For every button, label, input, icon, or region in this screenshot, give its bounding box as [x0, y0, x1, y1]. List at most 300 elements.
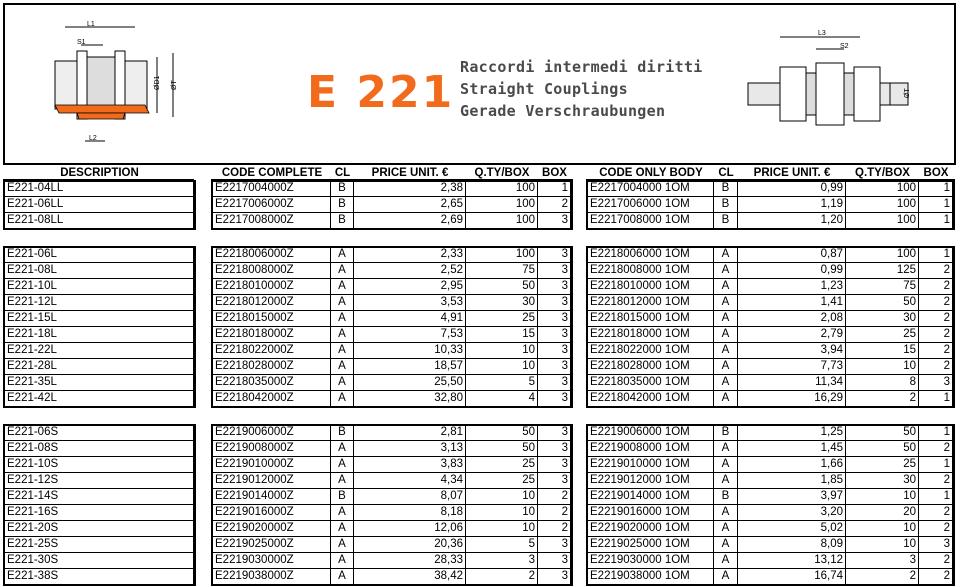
cell-price: 7,53 — [354, 327, 466, 343]
dim-t: ØT — [171, 80, 178, 90]
table-group — [0, 247, 960, 407]
cell-qty: 10 — [466, 505, 538, 521]
cell-cl-body: A — [714, 391, 738, 407]
cell-description: E221-06S — [5, 425, 194, 441]
cell-description: E221-28L — [5, 359, 194, 375]
cell-cl: A — [331, 473, 354, 489]
cell-qty-body: 50 — [846, 441, 919, 457]
title-english: Straight Couplings — [460, 80, 628, 98]
table-group — [0, 425, 960, 585]
cell-qty: 30 — [466, 295, 538, 311]
table-row — [0, 197, 960, 212]
table-group — [0, 181, 960, 229]
cell-price-body: 1,19 — [738, 197, 846, 213]
dim-l3: L3 — [818, 30, 826, 37]
cell-description: E221-10S — [5, 457, 194, 473]
cell-code-body: E2217006000 1OM — [588, 197, 714, 213]
cell-code-body: E2218035000 1OM — [588, 375, 714, 391]
cell-box: 2 — [538, 489, 571, 505]
cell-price-body: 2,08 — [738, 311, 846, 327]
cell-code-complete: E2219010000Z — [213, 457, 331, 473]
cell-qty: 10 — [466, 359, 538, 375]
cell-qty-body: 10 — [846, 489, 919, 505]
cell-code-body: E2218012000 1OM — [588, 295, 714, 311]
title-italian: Raccordi intermedi diritti — [460, 58, 703, 76]
cell-code-complete: E2218010000Z — [213, 279, 331, 295]
cell-box: 3 — [538, 213, 571, 229]
cell-box-body: 2 — [919, 521, 953, 537]
cell-code-complete: E2218035000Z — [213, 375, 331, 391]
cell-cl: B — [331, 489, 354, 505]
cell-description: E221-42L — [5, 391, 194, 407]
cell-code-body: E2218008000 1OM — [588, 263, 714, 279]
cell-cl-body: A — [714, 375, 738, 391]
column-headers — [0, 166, 960, 180]
cell-code-body: E2217004000 1OM — [588, 181, 714, 197]
catalog-header — [3, 3, 956, 165]
col-qty: Q.TY/BOX — [474, 167, 530, 179]
cell-qty: 100 — [466, 181, 538, 197]
cell-qty: 100 — [466, 197, 538, 213]
cell-qty-body: 10 — [846, 537, 919, 553]
cell-price-body: 7,73 — [738, 359, 846, 375]
cell-description: E221-18L — [5, 327, 194, 343]
cell-cl: A — [331, 441, 354, 457]
table-row — [0, 441, 960, 456]
cell-code-body: E2219008000 1OM — [588, 441, 714, 457]
cell-box-body: 3 — [919, 375, 953, 391]
title-german: Gerade Verschraubungen — [460, 102, 666, 120]
cell-price-body: 11,34 — [738, 375, 846, 391]
cell-box: 3 — [538, 311, 571, 327]
cell-price-body: 0,99 — [738, 181, 846, 197]
cell-box: 3 — [538, 391, 571, 407]
cell-description: E221-08L — [5, 263, 194, 279]
cell-qty-body: 100 — [846, 181, 919, 197]
cell-code-body: E2218015000 1OM — [588, 311, 714, 327]
cell-box-body: 2 — [919, 327, 953, 343]
dim-s2: S2 — [840, 43, 849, 50]
table-row — [0, 263, 960, 278]
cell-cl-body: B — [714, 197, 738, 213]
table-row — [0, 343, 960, 358]
cell-description: E221-30S — [5, 553, 194, 569]
cell-qty-body: 100 — [846, 213, 919, 229]
table-row — [0, 473, 960, 488]
cell-cl: A — [331, 537, 354, 553]
cell-price: 2,38 — [354, 181, 466, 197]
cell-price: 4,91 — [354, 311, 466, 327]
cell-box-body: 2 — [919, 505, 953, 521]
cell-code-body: E2219012000 1OM — [588, 473, 714, 489]
cell-price: 25,50 — [354, 375, 466, 391]
table-row — [0, 553, 960, 568]
cell-code-complete: E2219012000Z — [213, 473, 331, 489]
cell-cl: A — [331, 263, 354, 279]
cell-cl-body: A — [714, 295, 738, 311]
cell-code-body: E2219030000 1OM — [588, 553, 714, 569]
cell-box: 3 — [538, 295, 571, 311]
cell-price: 18,57 — [354, 359, 466, 375]
col-price: PRICE UNIT. € — [371, 167, 449, 179]
cell-price: 2,33 — [354, 247, 466, 263]
cell-box-body: 2 — [919, 311, 953, 327]
table-row — [0, 247, 960, 262]
cell-qty: 75 — [466, 263, 538, 279]
cell-price: 3,13 — [354, 441, 466, 457]
cell-price: 2,95 — [354, 279, 466, 295]
cell-box: 3 — [538, 457, 571, 473]
cell-cl: A — [331, 295, 354, 311]
cell-price-body: 16,29 — [738, 391, 846, 407]
cell-code-complete: E2219008000Z — [213, 441, 331, 457]
cell-code-complete: E2218018000Z — [213, 327, 331, 343]
cell-cl: B — [331, 197, 354, 213]
cell-code-complete: E2218006000Z — [213, 247, 331, 263]
cell-description: E221-08LL — [5, 213, 194, 229]
cell-box: 3 — [538, 441, 571, 457]
cell-box: 3 — [538, 279, 571, 295]
cell-price: 3,83 — [354, 457, 466, 473]
cell-cl-body: A — [714, 247, 738, 263]
cell-code-body: E2219016000 1OM — [588, 505, 714, 521]
cell-code-complete: E2218022000Z — [213, 343, 331, 359]
table-row — [0, 311, 960, 326]
cell-cl: B — [331, 181, 354, 197]
table-row — [0, 569, 960, 584]
cell-code-complete: E2219006000Z — [213, 425, 331, 441]
cell-cl-body: A — [714, 473, 738, 489]
cell-box-body: 1 — [919, 457, 953, 473]
table-row — [0, 181, 960, 196]
cell-price: 2,52 — [354, 263, 466, 279]
cell-qty: 25 — [466, 311, 538, 327]
table-row — [0, 279, 960, 294]
cell-cl: A — [331, 311, 354, 327]
cell-code-complete: E2217004000Z — [213, 181, 331, 197]
cell-description: E221-35L — [5, 375, 194, 391]
cell-box: 3 — [538, 553, 571, 569]
cell-price-body: 0,99 — [738, 263, 846, 279]
cell-cl: A — [331, 359, 354, 375]
cell-price: 38,42 — [354, 569, 466, 585]
cell-qty-body: 30 — [846, 473, 919, 489]
cell-qty-body: 10 — [846, 521, 919, 537]
cell-cl-body: A — [714, 311, 738, 327]
cell-box-body: 2 — [919, 295, 953, 311]
cell-code-complete: E2217008000Z — [213, 213, 331, 229]
cell-box-body: 1 — [919, 391, 953, 407]
table-row — [0, 505, 960, 520]
cell-cl: A — [331, 343, 354, 359]
cell-price: 32,80 — [354, 391, 466, 407]
cell-qty: 10 — [466, 521, 538, 537]
cell-price: 10,33 — [354, 343, 466, 359]
cell-cl: A — [331, 521, 354, 537]
cell-price-body: 8,09 — [738, 537, 846, 553]
product-code: E 221 — [307, 67, 455, 118]
cell-qty: 25 — [466, 457, 538, 473]
cell-code-complete: E2219016000Z — [213, 505, 331, 521]
table-row — [0, 537, 960, 552]
table-row — [0, 375, 960, 390]
col-box-body: BOX — [923, 167, 949, 179]
cell-qty: 10 — [466, 343, 538, 359]
cell-price: 8,18 — [354, 505, 466, 521]
cell-price: 2,69 — [354, 213, 466, 229]
cell-cl-body: A — [714, 569, 738, 585]
cell-qty-body: 50 — [846, 425, 919, 441]
cell-price: 12,06 — [354, 521, 466, 537]
cell-description: E221-16S — [5, 505, 194, 521]
cell-box-body: 2 — [919, 553, 953, 569]
cell-cl: A — [331, 247, 354, 263]
cell-cl-body: A — [714, 359, 738, 375]
cell-qty: 100 — [466, 247, 538, 263]
cell-box: 3 — [538, 425, 571, 441]
cell-code-body: E2219010000 1OM — [588, 457, 714, 473]
cell-price: 3,53 — [354, 295, 466, 311]
cell-qty-body: 100 — [846, 247, 919, 263]
cell-price-body: 1,41 — [738, 295, 846, 311]
cell-price: 8,07 — [354, 489, 466, 505]
cell-box: 3 — [538, 537, 571, 553]
cell-cl-body: A — [714, 521, 738, 537]
cell-code-body: E2218022000 1OM — [588, 343, 714, 359]
dim-l1: L1 — [87, 21, 95, 28]
cell-price-body: 1,20 — [738, 213, 846, 229]
cell-box: 3 — [538, 263, 571, 279]
cell-cl-body: A — [714, 505, 738, 521]
col-box: BOX — [542, 167, 567, 179]
cell-qty-body: 2 — [846, 569, 919, 585]
cell-qty-body: 8 — [846, 375, 919, 391]
cell-cl-body: A — [714, 537, 738, 553]
cell-code-complete: E2218008000Z — [213, 263, 331, 279]
cell-code-body: E2218028000 1OM — [588, 359, 714, 375]
cell-cl: B — [331, 425, 354, 441]
cell-qty-body: 125 — [846, 263, 919, 279]
cell-box: 2 — [538, 505, 571, 521]
cell-box-body: 2 — [919, 569, 953, 585]
cell-code-complete: E2219025000Z — [213, 537, 331, 553]
col-cl: CL — [334, 167, 351, 179]
cell-box-body: 2 — [919, 279, 953, 295]
cell-price-body: 13,12 — [738, 553, 846, 569]
cell-price-body: 16,74 — [738, 569, 846, 585]
cell-qty-body: 2 — [846, 391, 919, 407]
cell-price-body: 2,79 — [738, 327, 846, 343]
cell-cl-body: A — [714, 327, 738, 343]
cell-box-body: 3 — [919, 537, 953, 553]
cell-code-body: E2219025000 1OM — [588, 537, 714, 553]
cell-price: 20,36 — [354, 537, 466, 553]
cell-cl-body: A — [714, 457, 738, 473]
cell-cl-body: A — [714, 343, 738, 359]
cell-box: 3 — [538, 327, 571, 343]
table-row — [0, 213, 960, 228]
cell-code-body: E2218006000 1OM — [588, 247, 714, 263]
cell-box: 1 — [538, 181, 571, 197]
cell-cl-body: A — [714, 553, 738, 569]
cell-price: 2,81 — [354, 425, 466, 441]
cell-qty-body: 25 — [846, 457, 919, 473]
col-qty-body: Q.TY/BOX — [855, 167, 910, 179]
cell-cl: A — [331, 279, 354, 295]
table-row — [0, 391, 960, 406]
cell-description: E221-22L — [5, 343, 194, 359]
cell-description: E221-08S — [5, 441, 194, 457]
table-row — [0, 489, 960, 504]
cell-description: E221-04LL — [5, 181, 194, 197]
cell-box-body: 1 — [919, 489, 953, 505]
cell-description: E221-12S — [5, 473, 194, 489]
cell-cl-body: B — [714, 425, 738, 441]
cell-qty: 100 — [466, 213, 538, 229]
cell-code-body: E2219006000 1OM — [588, 425, 714, 441]
col-description: DESCRIPTION — [60, 167, 139, 179]
cell-cl: A — [331, 569, 354, 585]
cell-code-body: E2218018000 1OM — [588, 327, 714, 343]
cell-cl: A — [331, 553, 354, 569]
left-drawing — [45, 17, 185, 149]
table-row — [0, 327, 960, 342]
dim-t-right: ØT — [904, 88, 911, 98]
cell-price-body: 3,97 — [738, 489, 846, 505]
cell-qty: 2 — [466, 569, 538, 585]
cell-box-body: 2 — [919, 473, 953, 489]
cell-cl: B — [331, 213, 354, 229]
cell-cl-body: A — [714, 279, 738, 295]
cell-cl-body: A — [714, 441, 738, 457]
cell-code-complete: E2218028000Z — [213, 359, 331, 375]
cell-code-complete: E2218042000Z — [213, 391, 331, 407]
col-code-complete: CODE COMPLETE — [221, 167, 323, 179]
cell-code-complete: E2219030000Z — [213, 553, 331, 569]
cell-code-complete: E2219014000Z — [213, 489, 331, 505]
table-row — [0, 359, 960, 374]
table-row — [0, 521, 960, 536]
cell-qty: 5 — [466, 375, 538, 391]
cell-box: 3 — [538, 343, 571, 359]
cell-box-body: 1 — [919, 247, 953, 263]
cell-description: E221-10L — [5, 279, 194, 295]
cell-code-complete: E2218015000Z — [213, 311, 331, 327]
cell-price-body: 1,25 — [738, 425, 846, 441]
cell-price-body: 1,45 — [738, 441, 846, 457]
cell-box-body: 2 — [919, 359, 953, 375]
dim-l2: L2 — [89, 135, 97, 142]
cell-qty: 50 — [466, 425, 538, 441]
table-row — [0, 295, 960, 310]
cell-price: 2,65 — [354, 197, 466, 213]
dim-s1: S1 — [77, 39, 86, 46]
cell-qty: 50 — [466, 441, 538, 457]
cell-box-body: 1 — [919, 425, 953, 441]
cell-description: E221-06LL — [5, 197, 194, 213]
cell-price-body: 1,85 — [738, 473, 846, 489]
cell-qty-body: 10 — [846, 359, 919, 375]
cell-code-complete: E2219038000Z — [213, 569, 331, 585]
cell-description: E221-38S — [5, 569, 194, 585]
dim-d1: ØD1 — [154, 75, 161, 90]
cell-price-body: 1,66 — [738, 457, 846, 473]
cell-box: 3 — [538, 247, 571, 263]
cell-code-complete: E2218012000Z — [213, 295, 331, 311]
cell-code-body: E2218042000 1OM — [588, 391, 714, 407]
cell-qty: 3 — [466, 553, 538, 569]
cell-code-body: E2219020000 1OM — [588, 521, 714, 537]
cell-price-body: 3,20 — [738, 505, 846, 521]
cell-box: 3 — [538, 473, 571, 489]
cell-price: 28,33 — [354, 553, 466, 569]
cell-code-body: E2217008000 1OM — [588, 213, 714, 229]
cell-cl-body: B — [714, 181, 738, 197]
cell-cl-body: B — [714, 213, 738, 229]
cell-description: E221-06L — [5, 247, 194, 263]
cell-price: 4,34 — [354, 473, 466, 489]
cell-qty: 25 — [466, 473, 538, 489]
cell-box-body: 1 — [919, 181, 953, 197]
table-row — [0, 457, 960, 472]
cell-qty: 4 — [466, 391, 538, 407]
cell-box: 3 — [538, 569, 571, 585]
cell-description: E221-25S — [5, 537, 194, 553]
cell-box-body: 2 — [919, 263, 953, 279]
cell-price-body: 5,02 — [738, 521, 846, 537]
cell-box: 3 — [538, 359, 571, 375]
cell-qty: 5 — [466, 537, 538, 553]
cell-qty-body: 3 — [846, 553, 919, 569]
cell-box-body: 1 — [919, 197, 953, 213]
cell-price-body: 3,94 — [738, 343, 846, 359]
cell-qty: 15 — [466, 327, 538, 343]
cell-cl-body: B — [714, 489, 738, 505]
cell-code-complete: E2219020000Z — [213, 521, 331, 537]
cell-box: 3 — [538, 375, 571, 391]
cell-price-body: 1,23 — [738, 279, 846, 295]
cell-description: E221-20S — [5, 521, 194, 537]
col-cl-body: CL — [718, 167, 734, 179]
cell-price-body: 0,87 — [738, 247, 846, 263]
cell-box: 2 — [538, 521, 571, 537]
cell-qty-body: 15 — [846, 343, 919, 359]
cell-cl: A — [331, 505, 354, 521]
cell-cl: A — [331, 327, 354, 343]
cell-box-body: 2 — [919, 441, 953, 457]
cell-code-body: E2219038000 1OM — [588, 569, 714, 585]
cell-description: E221-14S — [5, 489, 194, 505]
cell-qty-body: 25 — [846, 327, 919, 343]
right-drawing — [740, 23, 920, 143]
cell-description: E221-12L — [5, 295, 194, 311]
cell-cl-body: A — [714, 263, 738, 279]
cell-box-body: 2 — [919, 343, 953, 359]
cell-box: 2 — [538, 197, 571, 213]
col-price-body: PRICE UNIT. € — [753, 167, 831, 179]
cell-qty-body: 50 — [846, 295, 919, 311]
cell-description: E221-15L — [5, 311, 194, 327]
cell-qty: 50 — [466, 279, 538, 295]
cell-code-body: E2218010000 1OM — [588, 279, 714, 295]
cell-qty: 10 — [466, 489, 538, 505]
cell-code-body: E2219014000 1OM — [588, 489, 714, 505]
cell-qty-body: 75 — [846, 279, 919, 295]
table-row — [0, 425, 960, 440]
cell-code-complete: E2217006000Z — [213, 197, 331, 213]
cell-box-body: 1 — [919, 213, 953, 229]
cell-cl: A — [331, 391, 354, 407]
